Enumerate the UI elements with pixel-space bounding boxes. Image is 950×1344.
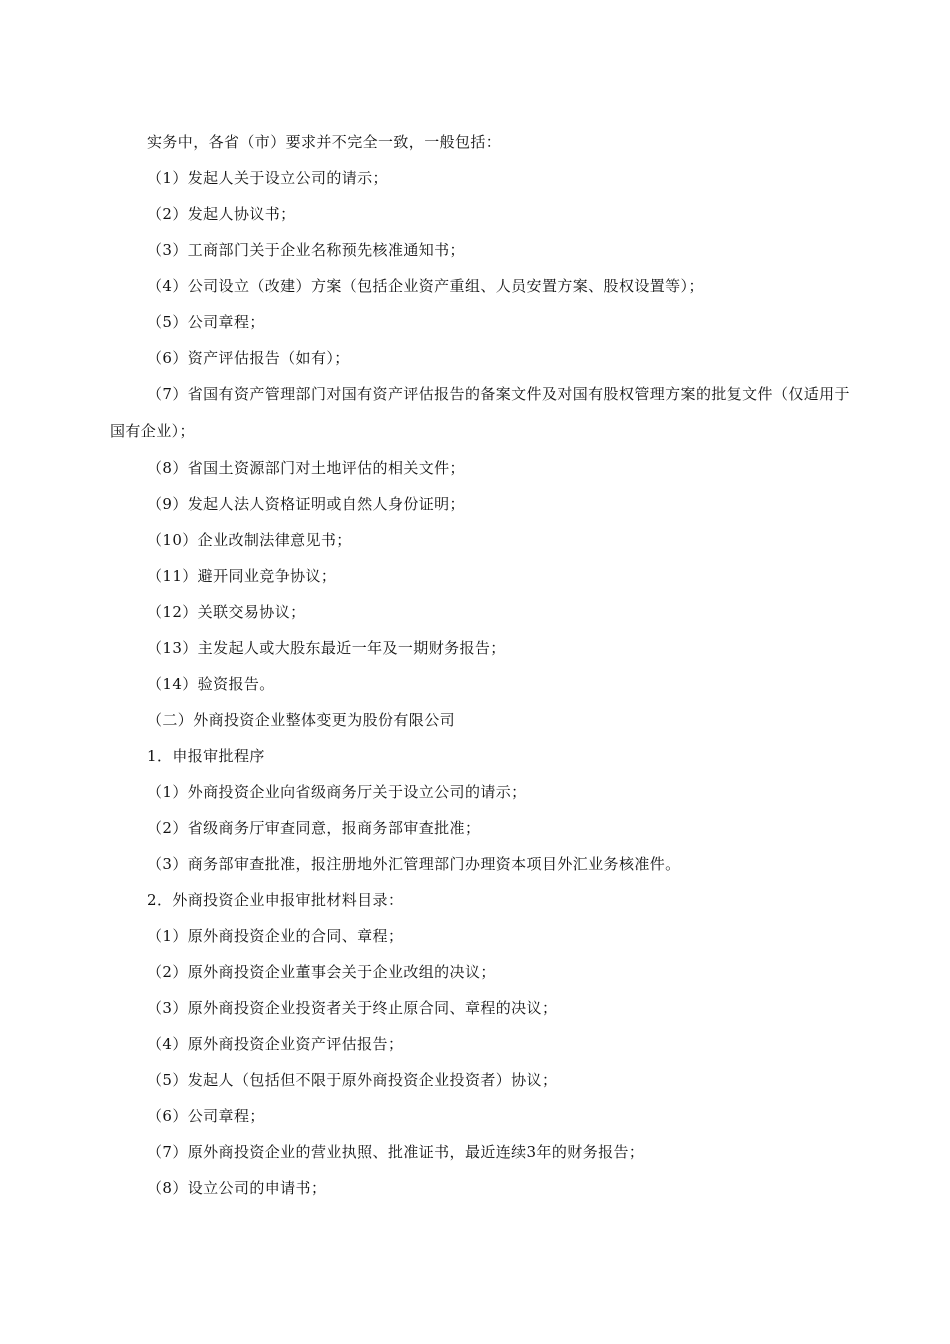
list-item: （1）外商投资企业向省级商务厅关于设立公司的请示； (147, 783, 527, 801)
list-item: （11）避开同业竞争协议； (147, 567, 337, 585)
list-item: （3）商务部审查批准，报注册地外汇管理部门办理资本项目外汇业务核准件。 (147, 855, 681, 873)
list-item: （4）公司设立（改建）方案（包括企业资产重组、人员安置方案、股权设置等）； (147, 277, 704, 295)
document-body (110, 124, 850, 1206)
list-item: （2）省级商务厅审查同意，报商务部审查批准； (147, 819, 481, 837)
section-heading: （二）外商投资企业整体变更为股份有限公司 (147, 711, 456, 729)
list-item: （3）原外商投资企业投资者关于终止原合同、章程的决议； (147, 999, 558, 1017)
list-item: （3）工商部门关于企业名称预先核准通知书； (147, 241, 465, 259)
subsection-heading: 1．申报审批程序 (147, 747, 265, 765)
list-item: （14）验资报告。 (147, 675, 275, 693)
subsection-heading: 2．外商投资企业申报审批材料目录： (147, 891, 404, 909)
list-item: （6）资产评估报告（如有）； (147, 349, 350, 367)
list-item: （10）企业改制法律意见书； (147, 531, 352, 549)
list-item: （2）发起人协议书； (147, 205, 296, 223)
list-item: （12）关联交易协议； (147, 603, 306, 621)
list-item: （8）省国土资源部门对土地评估的相关文件； (147, 459, 465, 477)
list-item: （1）原外商投资企业的合同、章程； (147, 927, 404, 945)
list-item: （2）原外商投资企业董事会关于企业改组的决议； (147, 963, 496, 981)
list-item: （7）原外商投资企业的营业执照、批准证书，最近连续3年的财务报告； (147, 1143, 645, 1161)
list-item: （8）设立公司的申请书； (147, 1179, 327, 1197)
list-item: （7）省国有资产管理部门对国有资产评估报告的备案文件及对国有股权管理方案的批复文件（仅适用于国有企业）； (110, 385, 850, 440)
paragraph-intro: 实务中，各省（市）要求并不完全一致，一般包括： (147, 133, 502, 151)
list-item: （1）发起人关于设立公司的请示； (147, 169, 388, 187)
list-item: （5）发起人（包括但不限于原外商投资企业投资者）协议； (147, 1071, 558, 1089)
list-item: （9）发起人法人资格证明或自然人身份证明； (147, 495, 465, 513)
list-item: （6）公司章程； (147, 1107, 265, 1125)
list-item: （4）原外商投资企业资产评估报告； (147, 1035, 404, 1053)
list-item: （5）公司章程； (147, 313, 265, 331)
list-item: （13）主发起人或大股东最近一年及一期财务报告； (147, 639, 506, 657)
